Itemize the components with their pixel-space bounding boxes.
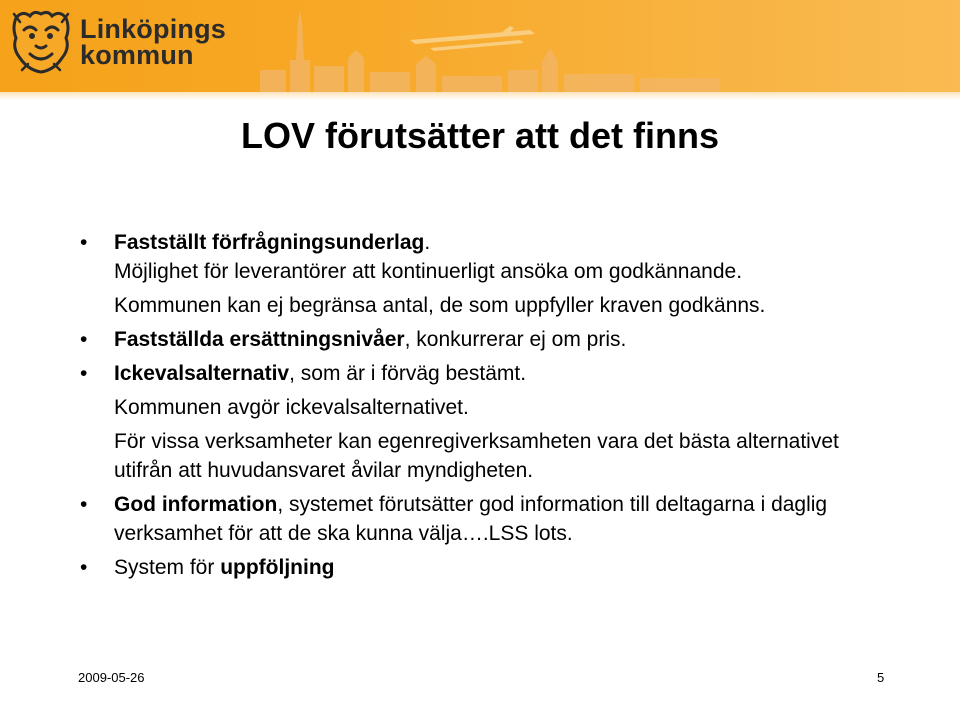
item-text: . bbox=[424, 231, 431, 254]
item-bold: uppföljning bbox=[220, 556, 335, 579]
item-text: , systemet förutsätter god information till deltagarna i daglig verksamhet för att de ska kunna välja….LSS lots. bbox=[114, 493, 828, 545]
logo-line-1: Linköpings bbox=[80, 14, 226, 44]
list-item bbox=[80, 490, 900, 548]
lion-crest-icon bbox=[8, 8, 74, 74]
list-item bbox=[80, 228, 900, 257]
header-banner bbox=[0, 0, 960, 92]
list-item bbox=[80, 427, 900, 485]
list-item bbox=[80, 553, 900, 582]
item-text: , konkurrerar ej om pris. bbox=[404, 328, 627, 351]
item-bold: Fastställt förfrågningsunderlag bbox=[114, 231, 425, 254]
banner-shadow bbox=[0, 92, 960, 100]
item-text: System för bbox=[114, 556, 221, 579]
footer-date: 2009-05-26 bbox=[78, 670, 145, 685]
item-text: För vissa verksamheter kan egenregiverksamheten vara det bästa alternativet utifrån att huvudansvaret åvilar myndigheten. bbox=[114, 430, 839, 482]
item-bold: Fastställda ersättningsnivåer bbox=[114, 328, 405, 351]
list-item bbox=[80, 359, 900, 388]
item-text: , som är i förväg bestämt. bbox=[289, 362, 527, 385]
list-item bbox=[80, 325, 900, 354]
list-item bbox=[80, 291, 900, 320]
item-text: Möjlighet för leverantörer att kontinuerligt ansöka om godkännande. bbox=[114, 260, 743, 283]
item-bold: God information bbox=[114, 493, 278, 516]
list-item bbox=[80, 393, 900, 422]
list-item bbox=[80, 257, 900, 286]
item-text: Kommunen avgör ickevalsalternativet. bbox=[114, 396, 469, 419]
page-number: 5 bbox=[877, 670, 885, 685]
slide-title: LOV förutsätter att det finns bbox=[240, 115, 720, 156]
item-bold: Ickevalsalternativ bbox=[114, 362, 290, 385]
bullet-list bbox=[80, 228, 900, 582]
item-text: Kommunen kan ej begränsa antal, de som uppfyller kraven godkänns. bbox=[114, 294, 766, 317]
logo-wordmark bbox=[80, 16, 226, 68]
logo-line-2: kommun bbox=[80, 40, 194, 70]
city-skyline-graphic bbox=[230, 0, 730, 92]
